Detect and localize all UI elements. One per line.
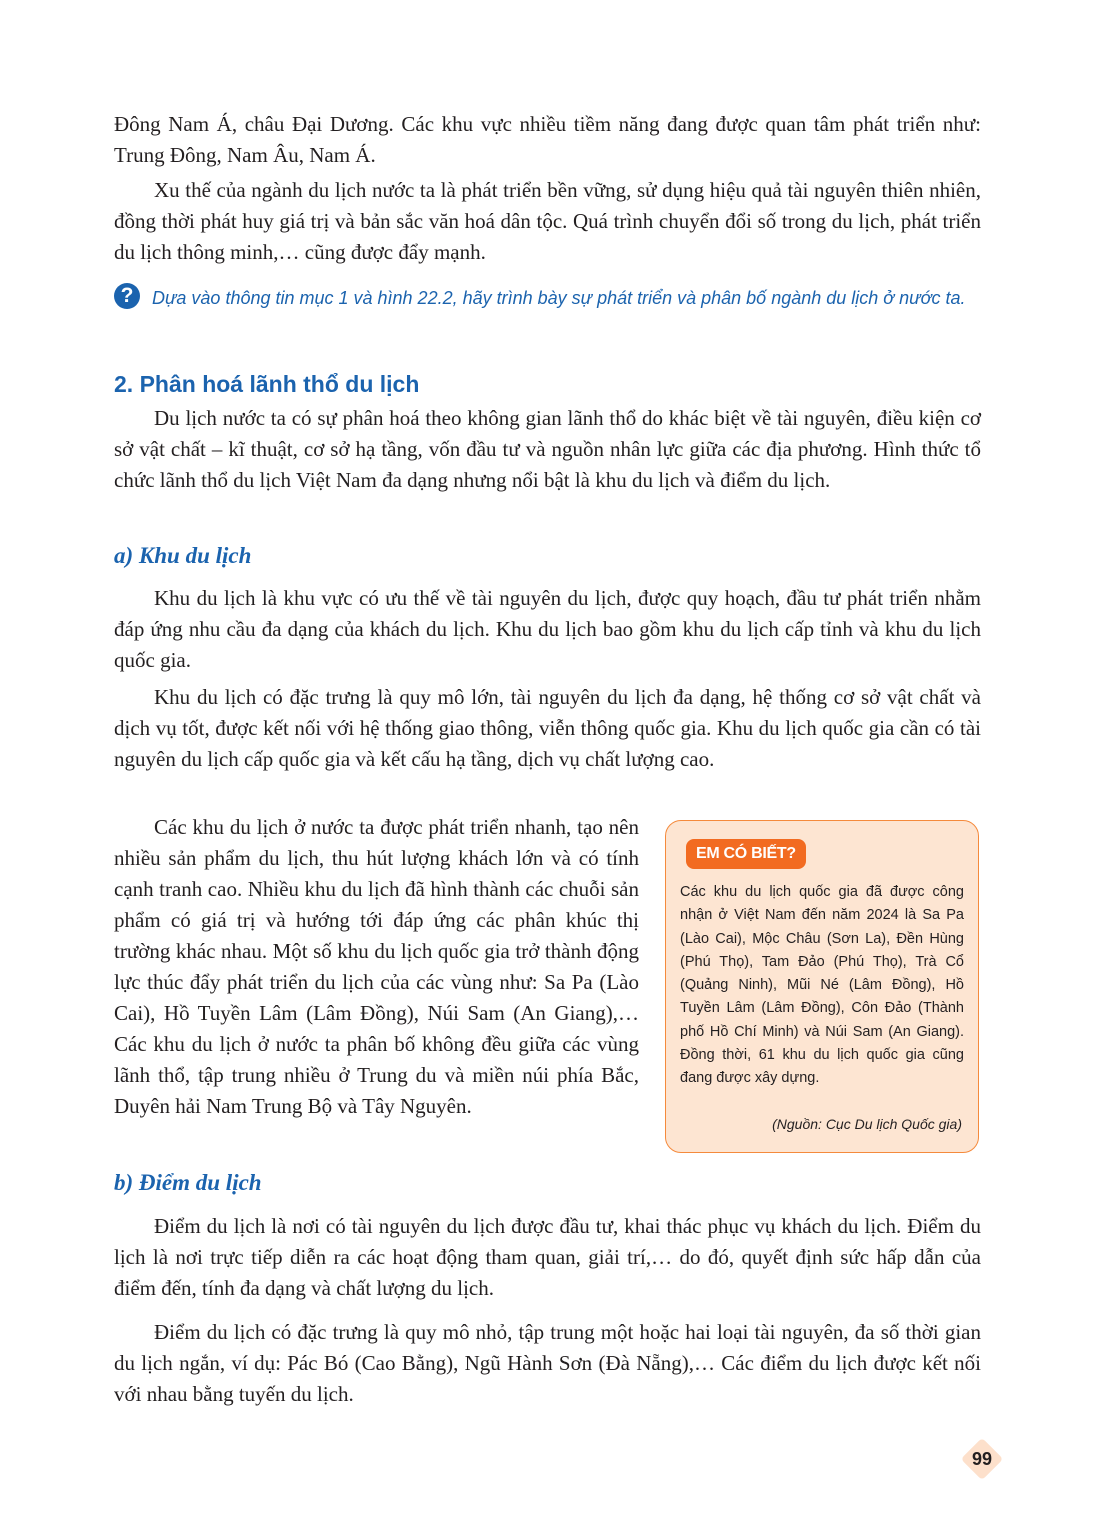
subsection-heading-b: b) Điểm du lịch bbox=[114, 1170, 262, 1195]
page-number: 99 bbox=[971, 1449, 993, 1469]
subsection-b-paragraph-1: Điểm du lịch là nơi có tài nguyên du lịch được đầu tư, khai thác phục vụ khách du lịch. Điểm du lịch là nơi trực tiếp diễn ra các hoạt động tham quan, giải trí,… do đó, quyết định sức hấp dẫn của điểm đến, tính đa dạng và chất lượng du lịch. bbox=[114, 1214, 981, 1300]
section-intro-paragraph: Du lịch nước ta có sự phân hoá theo không gian lãnh thổ do khác biệt về tài nguyên, điều kiện cơ sở vật chất – kĩ thuật, cơ sở hạ tầng, vốn đầu tư và nguồn nhân lực giữa các địa phương. Hình thức tổ chức lãnh thổ du lịch Việt Nam đa dạng nhưng nổi bật là khu du lịch và điểm du lịch. bbox=[114, 406, 981, 492]
did-you-know-text: Các khu du lịch quốc gia đã được công nhận ở Việt Nam đến năm 2024 là Sa Pa (Lào Cai), Mộc Châu (Sơn La), Đền Hùng (Phú Thọ), Tam Đảo (Phú Thọ), Trà Cổ (Quảng Ninh), Mũi Né (Lâm Đồng), Hồ Tuyền Lâm (Lâm Đồng), Côn Đảo (Thành phố Hồ Chí Minh) và Núi Sam (An Giang). Đồng thời, 61 khu du lịch quốc gia cũng đang được xây dựng. bbox=[680, 884, 964, 1087]
subsection-a-paragraph-2: Khu du lịch có đặc trưng là quy mô lớn, tài nguyên du lịch đa dạng, hệ thống cơ sở vật chất và dịch vụ tốt, được kết nối với hệ thống giao thông, viễn thông quốc gia. Khu du lịch quốc gia cần có tài nguyên du lịch cấp quốc gia và kết cấu hạ tầng, dịch vụ chất lượng cao. bbox=[114, 685, 981, 771]
body-paragraph-trend: Xu thế của ngành du lịch nước ta là phát triển bền vững, sử dụng hiệu quả tài nguyên thiên nhiên, đồng thời phát huy giá trị và bản sắc văn hoá dân tộc. Quá trình chuyển đổi số trong du lịch, phát triển du lịch thông minh,… cũng được đẩy mạnh. bbox=[114, 178, 981, 264]
question-text: Dựa vào thông tin mục 1 và hình 22.2, hãy trình bày sự phát triển và phân bố ngành du lịch ở nước ta. bbox=[152, 288, 966, 308]
question-icon: ? bbox=[114, 283, 140, 309]
section-heading: 2. Phân hoá lãnh thổ du lịch bbox=[114, 371, 420, 397]
subsection-a-paragraph-1: Khu du lịch là khu vực có ưu thế về tài nguyên du lịch, được quy hoạch, đầu tư phát triển nhằm đáp ứng nhu cầu đa dạng của khách du lịch. Khu du lịch bao gồm khu du lịch cấp tỉnh và khu du lịch quốc gia. bbox=[114, 586, 981, 672]
did-you-know-box bbox=[665, 820, 979, 1153]
subsection-heading-a: a) Khu du lịch bbox=[114, 543, 252, 568]
did-you-know-badge: EM CÓ BIẾT? bbox=[686, 839, 806, 869]
page-number-badge bbox=[960, 1437, 1004, 1481]
body-paragraph-continuation: Đông Nam Á, châu Đại Dương. Các khu vực nhiều tiềm năng đang được quan tâm phát triển như: Trung Đông, Nam Âu, Nam Á. bbox=[114, 112, 981, 167]
subsection-b-paragraph-2: Điểm du lịch có đặc trưng là quy mô nhỏ, tập trung một hoặc hai loại tài nguyên, đa số thời gian du lịch ngắn, ví dụ: Pác Bó (Cao Bằng), Ngũ Hành Sơn (Đà Nẵng),… Các điểm du lịch được kết nối với nhau bằng tuyến du lịch. bbox=[114, 1320, 981, 1406]
did-you-know-source: (Nguồn: Cục Du lịch Quốc gia) bbox=[772, 1116, 962, 1132]
subsection-a-paragraph-3: Các khu du lịch ở nước ta được phát triển nhanh, tạo nên nhiều sản phẩm du lịch, thu hút lượng khách lớn và có tính cạnh tranh cao. Nhiều khu du lịch đã hình thành các chuỗi sản phẩm có giá trị và hướng tới đáp ứng các phân khúc thị trường khác nhau. Một số khu du lịch quốc gia trở thành động lực thúc đẩy phát triển du lịch của các vùng như: Sa Pa (Lào Cai), Hồ Tuyền Lâm (Lâm Đồng), Núi Sam (An Giang),… Các khu du lịch ở nước ta phân bố không đều giữa các vùng lãnh thổ, tập trung nhiều ở Trung du và miền núi phía Bắc, Duyên hải Nam Trung Bộ và Tây Nguyên. bbox=[114, 815, 639, 1118]
